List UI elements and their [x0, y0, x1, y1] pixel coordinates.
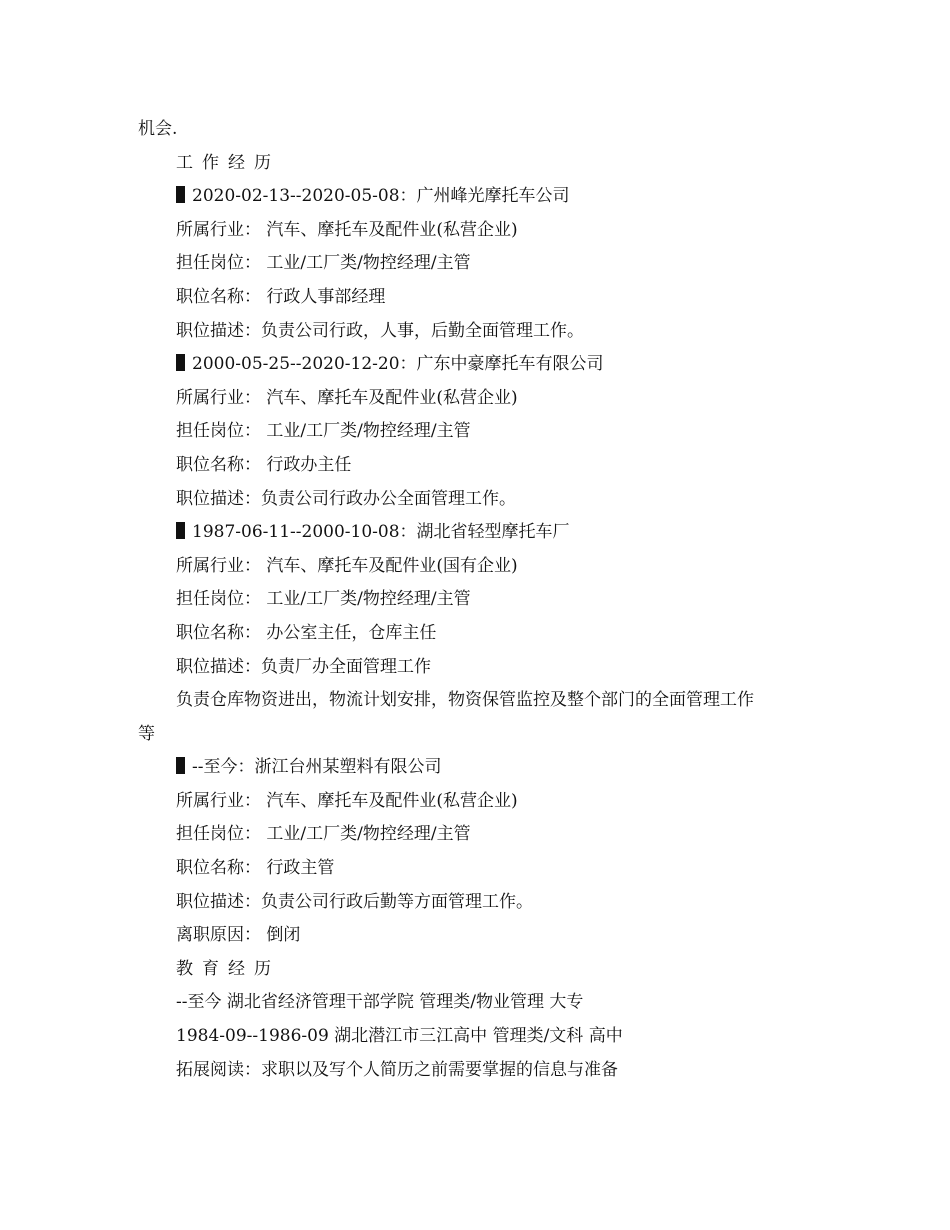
- line-text: 职位描述：负责厂办全面管理工作: [176, 656, 431, 677]
- line-text: 教育经历: [176, 958, 280, 979]
- text-line: [138, 651, 818, 685]
- text-line: [138, 382, 818, 416]
- job-entry-heading: [138, 516, 818, 550]
- job-entry-heading: [138, 180, 818, 214]
- line-text: 机会.: [138, 119, 178, 139]
- line-text: 职位名称： 行政人事部经理: [176, 286, 386, 307]
- text-line: [138, 415, 818, 449]
- line-text: 职位描述：负责公司行政后勤等方面管理工作。: [176, 891, 533, 912]
- text-line: [138, 852, 818, 886]
- line-text: 所属行业： 汽车、摩托车及配件业(国有企业): [176, 555, 518, 576]
- section-heading: [138, 147, 818, 181]
- document-body: [138, 113, 818, 1087]
- line-text: 所属行业： 汽车、摩托车及配件业(私营企业): [176, 219, 518, 240]
- bullet-square-icon: [176, 354, 185, 371]
- text-line: [138, 818, 818, 852]
- job-entry-heading: [138, 348, 818, 382]
- text-line: [138, 247, 818, 281]
- text-line: [138, 718, 818, 752]
- line-text: 职位名称： 行政办主任: [176, 454, 352, 475]
- section-heading: [138, 953, 818, 987]
- line-text: 工作经历: [176, 152, 280, 173]
- text-line: [138, 281, 818, 315]
- text-line: [138, 986, 818, 1020]
- line-text: 2000-05-25--2020-12-20：广东中豪摩托车有限公司: [192, 354, 604, 375]
- line-text: 2020-02-13--2020-05-08：广州峰光摩托车公司: [192, 186, 570, 207]
- text-line: [138, 583, 818, 617]
- text-line: [138, 449, 818, 483]
- bullet-square-icon: [176, 757, 185, 774]
- line-text: 担任岗位： 工业/工厂类/物控经理/主管: [176, 824, 471, 845]
- line-text: 职位名称： 行政主管: [176, 858, 335, 879]
- line-text: 所属行业： 汽车、摩托车及配件业(私营企业): [176, 387, 518, 408]
- text-line: [138, 214, 818, 248]
- line-text: 1984-09--1986-09 湖北潜江市三江高中 管理类/文科 高中: [176, 1026, 623, 1047]
- line-text: 负责仓库物资进出，物流计划安排，物资保管监控及整个部门的全面管理工作: [176, 690, 754, 711]
- line-text: 担任岗位： 工业/工厂类/物控经理/主管: [176, 589, 471, 610]
- line-text: 职位名称： 办公室主任，仓库主任: [176, 622, 437, 643]
- text-line: [138, 684, 818, 718]
- text-line: [138, 886, 818, 920]
- text-line: [138, 1054, 818, 1088]
- line-text: 离职原因： 倒闭: [176, 925, 301, 946]
- line-text: 担任岗位： 工业/工厂类/物控经理/主管: [176, 421, 471, 442]
- text-line: [138, 550, 818, 584]
- line-text: --至今：浙江台州某塑料有限公司: [192, 757, 442, 778]
- text-line: [138, 113, 818, 147]
- line-text: 所属行业： 汽车、摩托车及配件业(私营企业): [176, 790, 518, 811]
- text-line: [138, 315, 818, 349]
- line-text: 担任岗位： 工业/工厂类/物控经理/主管: [176, 253, 471, 274]
- text-line: [138, 483, 818, 517]
- line-text: --至今 湖北省经济管理干部学院 管理类/物业管理 大专: [176, 992, 584, 1013]
- line-text: 职位描述：负责公司行政办公全面管理工作。: [176, 488, 516, 509]
- text-line: [138, 785, 818, 819]
- bullet-square-icon: [176, 186, 185, 203]
- line-text: 等: [138, 723, 155, 744]
- bullet-square-icon: [176, 522, 185, 539]
- line-text: 拓展阅读：求职以及写个人简历之前需要掌握的信息与准备: [176, 1059, 618, 1080]
- line-text: 1987-06-11--2000-10-08：湖北省轻型摩托车厂: [192, 522, 570, 543]
- line-text: 职位描述：负责公司行政，人事，后勤全面管理工作。: [176, 320, 584, 341]
- job-entry-heading: [138, 751, 818, 785]
- text-line: [138, 1020, 818, 1054]
- text-line: [138, 919, 818, 953]
- text-line: [138, 617, 818, 651]
